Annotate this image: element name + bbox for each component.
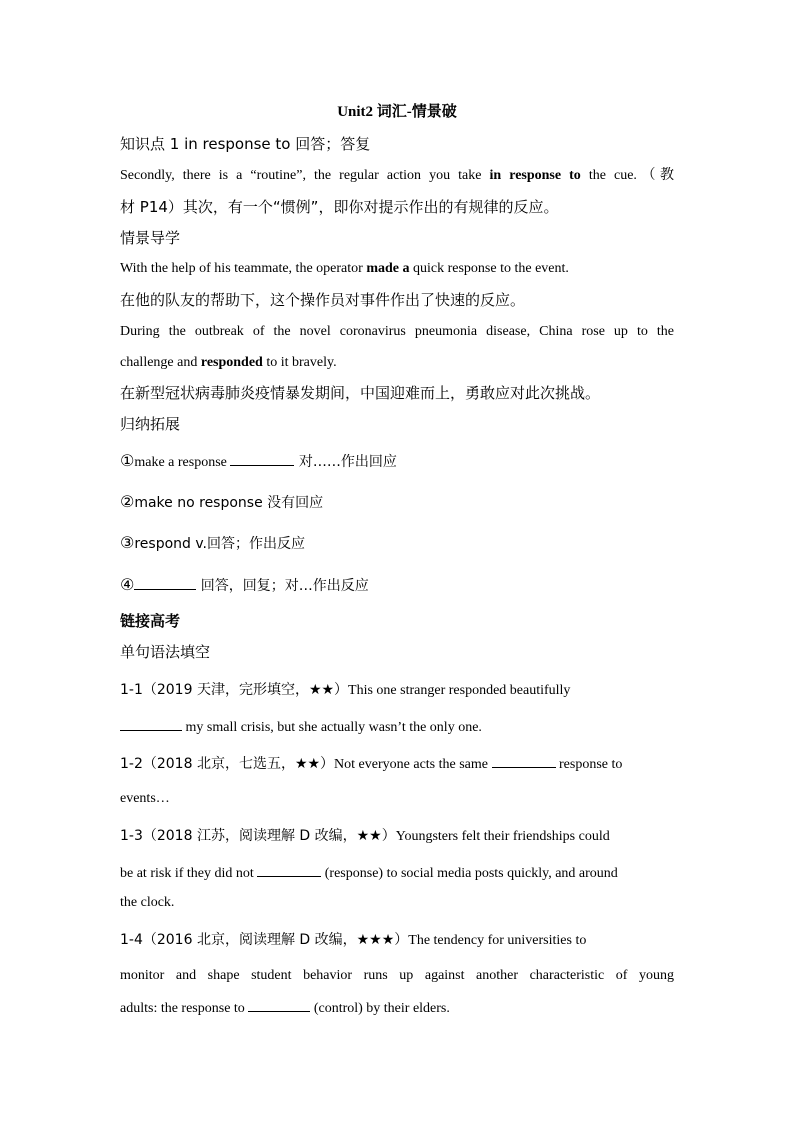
scene-sentence2-cn: 在新型冠状病毒肺炎疫情暴发期间，中国迎难而上，勇敢应对此次挑战。 xyxy=(120,384,601,402)
item-number: ② xyxy=(120,492,135,511)
textbook-example-line1 xyxy=(120,167,674,185)
scene-sentence2-line2 xyxy=(120,354,674,372)
answer-blank[interactable] xyxy=(230,452,294,466)
question-1-4-line3 xyxy=(120,998,674,1018)
question-1-1-text: This one stranger responded beautifully xyxy=(348,683,571,698)
question-1-1-text2: my small crisis, but she actually wasn’t the only one. xyxy=(182,720,482,735)
summary-item-4-post: 回答，回复；对…作出反应 xyxy=(196,578,369,594)
item-number: ④ xyxy=(120,575,135,594)
answer-blank[interactable] xyxy=(248,998,310,1012)
summary-item-1-pre: make a response xyxy=(134,455,231,470)
scene-sentence1-b: quick response to the event. xyxy=(409,261,569,276)
exercise-type-heading: 单句语法填空 xyxy=(120,643,211,661)
question-1-4-line2: monitor and shape student behavior runs up against another characteristic of young xyxy=(120,968,674,983)
summary-item-2 xyxy=(120,493,674,513)
textbook-example-line2: 材 P14）其次，有一个“惯例”，即你对提示作出的有规律的反应。 xyxy=(120,198,559,216)
question-1-3-line2 xyxy=(120,863,674,883)
answer-blank[interactable] xyxy=(134,576,196,590)
scene-sentence2-b: to it bravely. xyxy=(262,355,337,370)
summary-item-4 xyxy=(120,576,674,596)
question-1-4-text-a: adults: the response to xyxy=(120,1001,249,1016)
question-1-4-text-b: (control) by their elders. xyxy=(310,1001,450,1016)
summary-item-2-text: make no response 没有回应 xyxy=(134,495,324,511)
question-1-2-line2: events… xyxy=(120,791,170,806)
scene-sentence1-cn: 在他的队友的帮助下，这个操作员对事件作出了快速的反应。 xyxy=(120,291,526,309)
scene-sentence1 xyxy=(120,260,674,278)
question-1-3-line1 xyxy=(120,827,674,846)
question-1-3-line3: the clock. xyxy=(120,895,175,910)
textbook-example-text-b: the cue.（教 xyxy=(580,168,674,183)
question-1-1-line2 xyxy=(120,717,674,737)
question-1-3-head: 1-3（2018 江苏，阅读理解 D 改编，★★） xyxy=(120,828,396,844)
page-title: Unit2 词汇-情景破 xyxy=(337,104,457,120)
answer-blank[interactable] xyxy=(257,863,321,877)
scene-sentence2-a: challenge and xyxy=(120,355,201,370)
question-1-2-text-b: response to xyxy=(555,757,623,772)
scene-sentence1-a: With the help of his teammate, the operator xyxy=(120,261,367,276)
textbook-example-text-a: Secondly, there is a “routine”, the regular action you take xyxy=(120,168,490,183)
summary-item-3 xyxy=(120,534,674,554)
summary-item-1-post: 对……作出回应 xyxy=(294,454,397,470)
scene-sentence2-line1: During the outbreak of the novel coronavirus pneumonia disease, China rose up to the xyxy=(120,324,674,339)
question-1-3-text-b: (response) to social media posts quickly, and around xyxy=(321,866,618,881)
answer-blank[interactable] xyxy=(492,754,556,768)
gaokao-heading: 链接高考 xyxy=(120,612,181,630)
question-1-1-line1 xyxy=(120,681,674,700)
knowledge-point-heading: 知识点 1 in response to 回答；答复 xyxy=(120,135,371,153)
summary-heading: 归纳拓展 xyxy=(120,415,181,433)
question-1-4-head: 1-4（2016 北京，阅读理解 D 改编，★★★） xyxy=(120,932,409,948)
question-1-2-text-a: Not everyone acts the same xyxy=(334,757,492,772)
question-1-1-head: 1-1（2019 天津，完形填空，★★） xyxy=(120,682,349,698)
item-number: ① xyxy=(120,451,135,470)
summary-item-3-text: respond v.回答；作出反应 xyxy=(134,536,306,552)
question-1-2-line1 xyxy=(120,754,674,774)
textbook-example-bold: in response to xyxy=(489,168,581,183)
question-1-3-text-a: be at risk if they did not xyxy=(120,866,258,881)
summary-item-1 xyxy=(120,452,674,472)
scene-heading: 情景导学 xyxy=(120,229,181,247)
question-1-2-head: 1-2（2018 北京，七选五，★★） xyxy=(120,756,335,772)
item-number: ③ xyxy=(120,533,135,552)
scene-sentence1-bold: made a xyxy=(366,261,410,276)
answer-blank[interactable] xyxy=(120,717,182,731)
question-1-4-line1 xyxy=(120,931,674,950)
question-1-3-text: Youngsters felt their friendships could xyxy=(395,829,610,844)
scene-sentence2-bold: responded xyxy=(200,355,263,370)
question-1-4-text: The tendency for universities to xyxy=(408,933,587,948)
